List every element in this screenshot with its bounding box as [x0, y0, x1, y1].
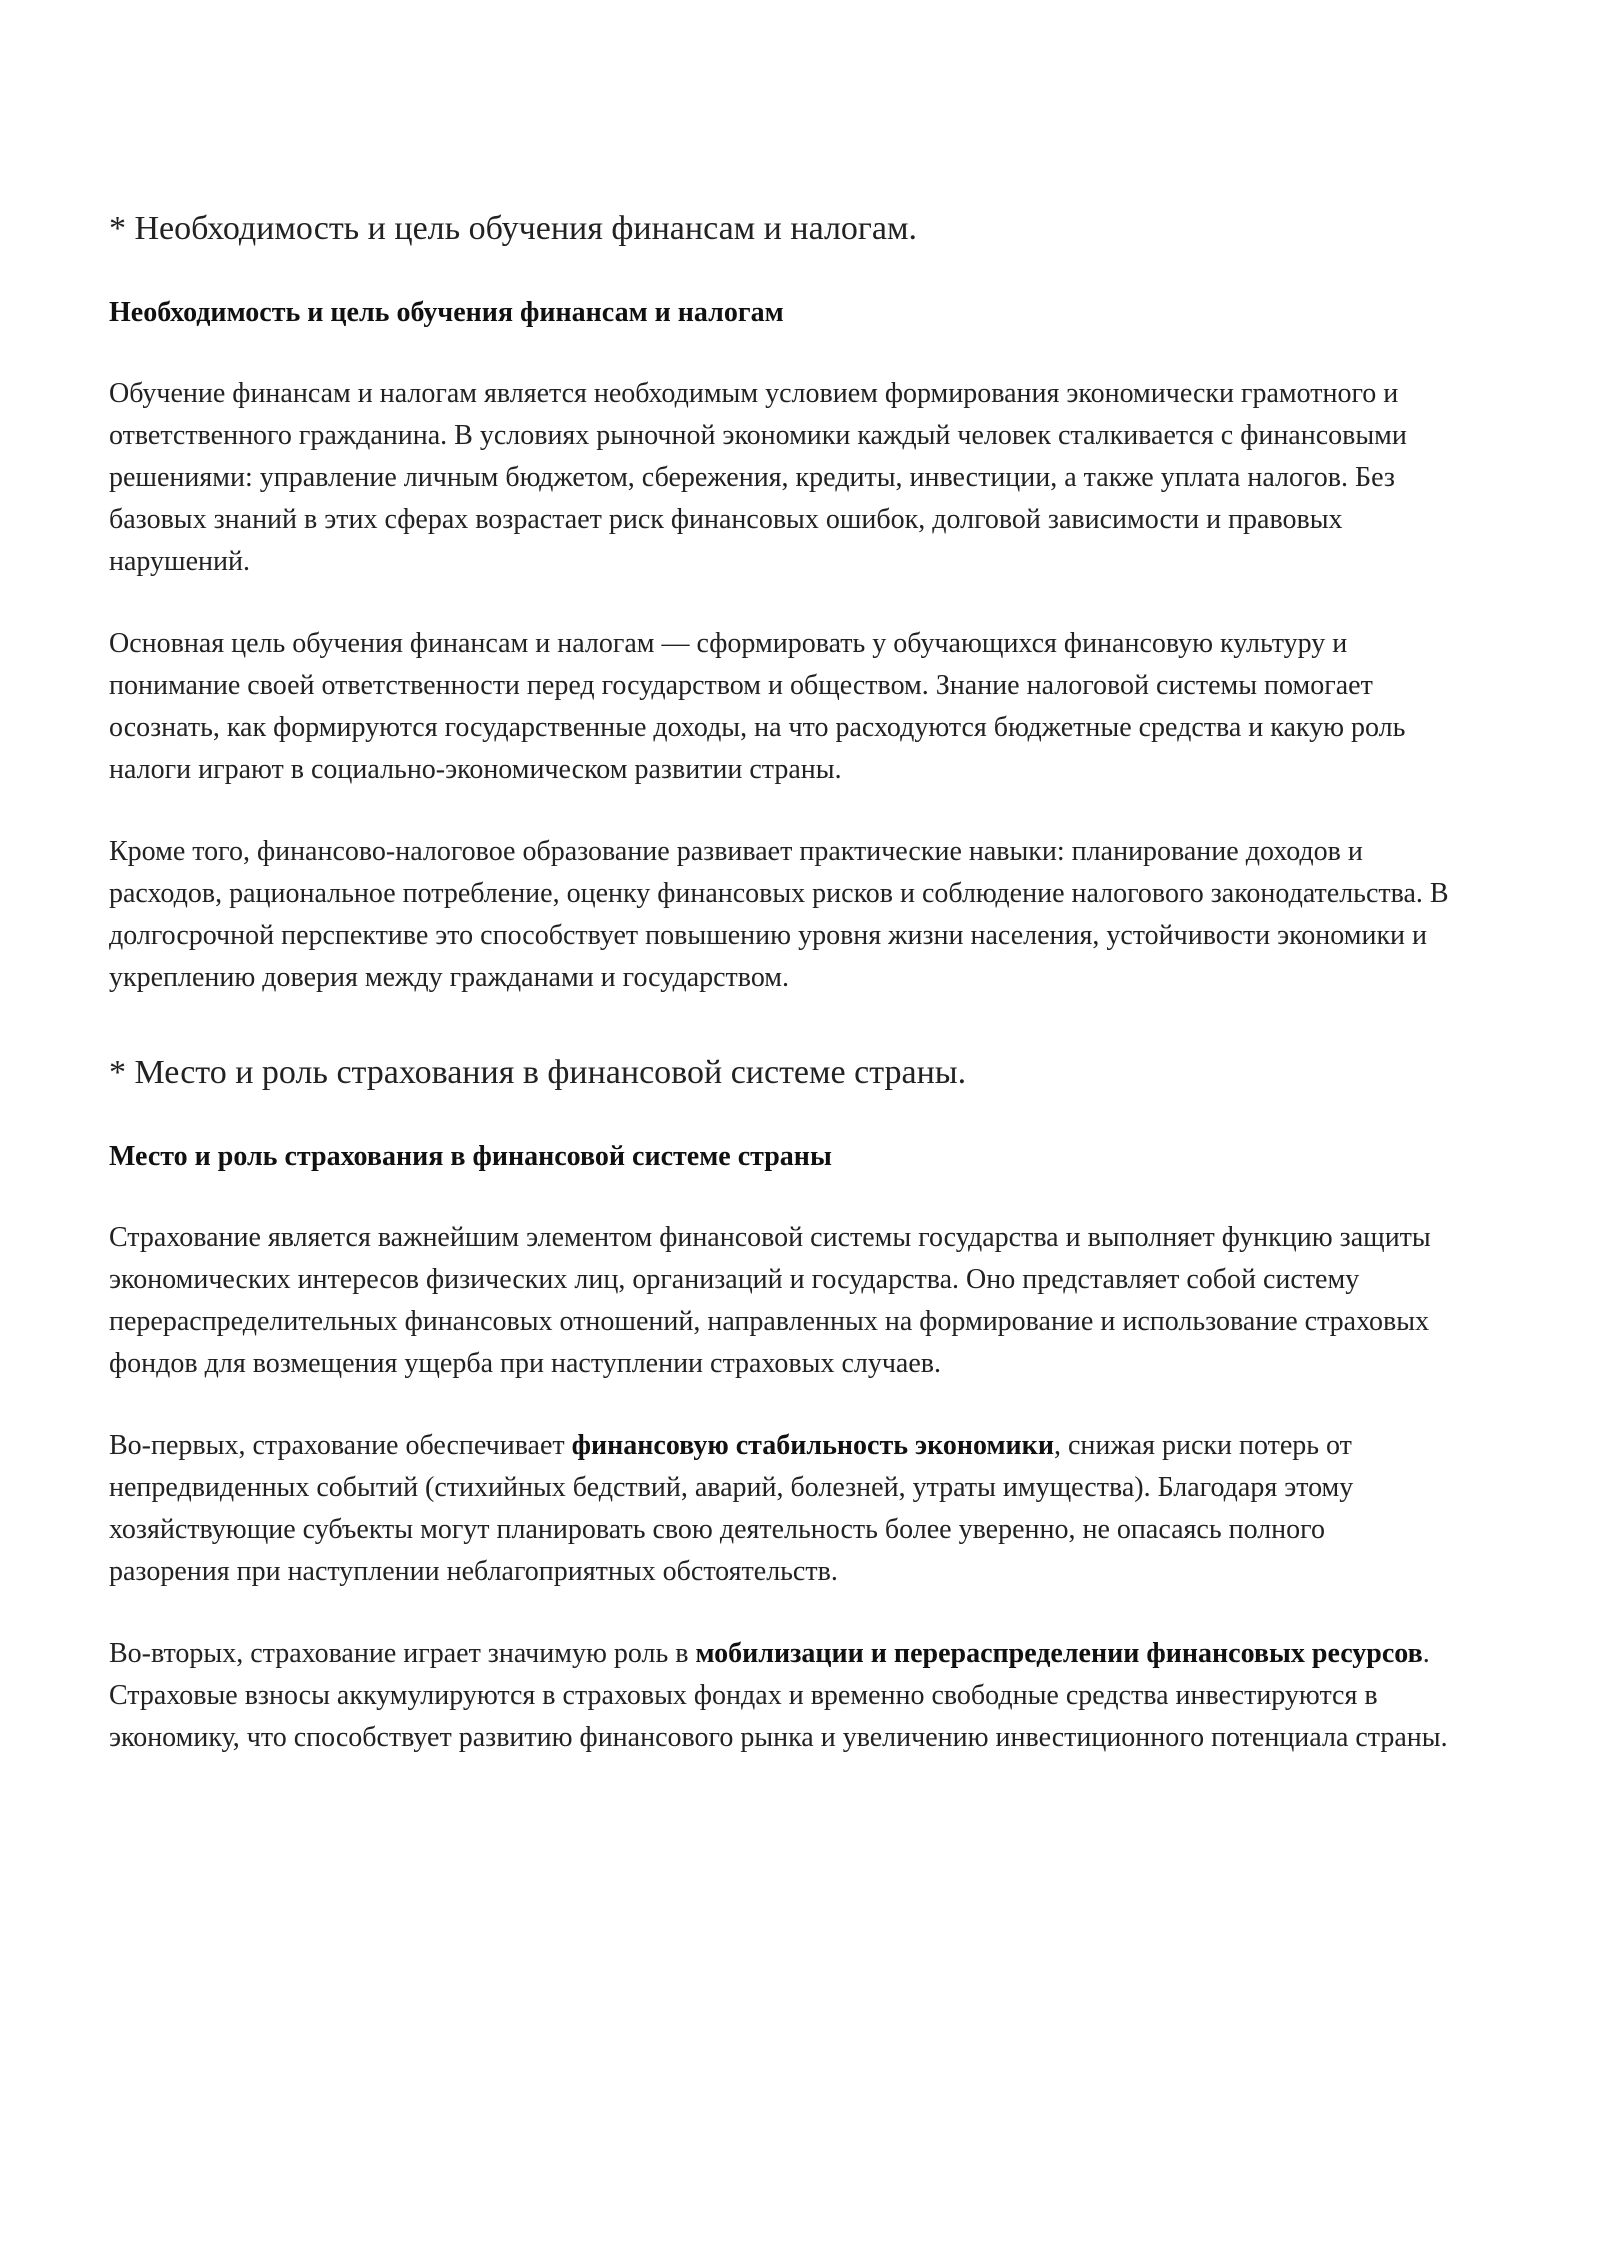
paragraph-insurance-2-rest: , снижая риски потерь от непредвиденных событий (стихийных бедствий, аварий, болезней, утраты имущества). Благодаря этому хозяйствующие субъекты могут планировать свою деятельность более уверенно, не опасаясь полного разорения при наступлении неблагоприятных обстоятельств. [109, 1430, 1354, 1587]
subtitle-insurance: Место и роль страхования в финансовой системе страны [109, 1141, 832, 1172]
paragraph-insurance-1: Страхование является важнейшим элементом финансовой системы государства и выполняет функцию защиты экономических интересов физических лиц, организаций и государства. Оно представляет собой систему перераспределительных финансовых отношений, направленных на формирование и использование страховых фондов для возмещения ущерба при наступлении страховых случаев. [109, 1222, 1431, 1379]
paragraph-insurance-3-bold: мобилизации и перераспределении финансовых ресурсов [695, 1638, 1423, 1669]
document-page [109, 205, 1449, 1759]
paragraph-insurance-2-lead: Во-первых, страхование обеспечивает [109, 1430, 572, 1461]
paragraph-insurance-2 [109, 1425, 1449, 1593]
paragraph-insurance-3-lead: Во-вторых, страхование играет значимую роль в [109, 1638, 696, 1669]
paragraph-finance-3: Кроме того, финансово-налоговое образование развивает практические навыки: планирование доходов и расходов, рациональное потребление, оценку финансовых рисков и соблюдение налогового законодательства. В долгосрочной перспективе это способствует повышению уровня жизни населения, устойчивости экономики и укреплению доверия между гражданами и государством. [109, 836, 1449, 993]
paragraph-finance-2: Основная цель обучения финансам и налогам — сформировать у обучающихся финансовую культуру и понимание своей ответственности перед государством и обществом. Знание налоговой системы помогает осознать, как формируются государственные доходы, на что расходуются бюджетные средства и какую роль налоги играют в социально-экономическом развитии страны. [109, 628, 1406, 785]
paragraph-finance-1: Обучение финансам и налогам является необходимым условием формирования экономически грамотного и ответственного гражданина. В условиях рыночной экономики каждый человек сталкивается с финансовыми решениями: управление личным бюджетом, сбережения, кредиты, инвестиции, а также уплата налогов. Без базовых знаний в этих сферах возрастает риск финансовых ошибок, долговой зависимости и правовых нарушений. [109, 378, 1407, 577]
paragraph-insurance-3-rest: . Страховые взносы аккумулируются в страховых фондах и временно свободные средства инвестируются в экономику, что способствует развитию финансового рынка и увеличению инвестиционного потенциала страны. [109, 1638, 1448, 1753]
paragraph-insurance-2-bold: финансовую стабильность экономики [571, 1430, 1054, 1461]
subtitle-finance-taxes: Необходимость и цель обучения финансам и налогам [109, 297, 784, 328]
section-title-finance-taxes: * Необходимость и цель обучения финансам и налогам. [109, 210, 917, 247]
paragraph-insurance-3 [109, 1633, 1449, 1759]
section-title-insurance: * Место и роль страхования в финансовой системе страны. [109, 1054, 967, 1091]
